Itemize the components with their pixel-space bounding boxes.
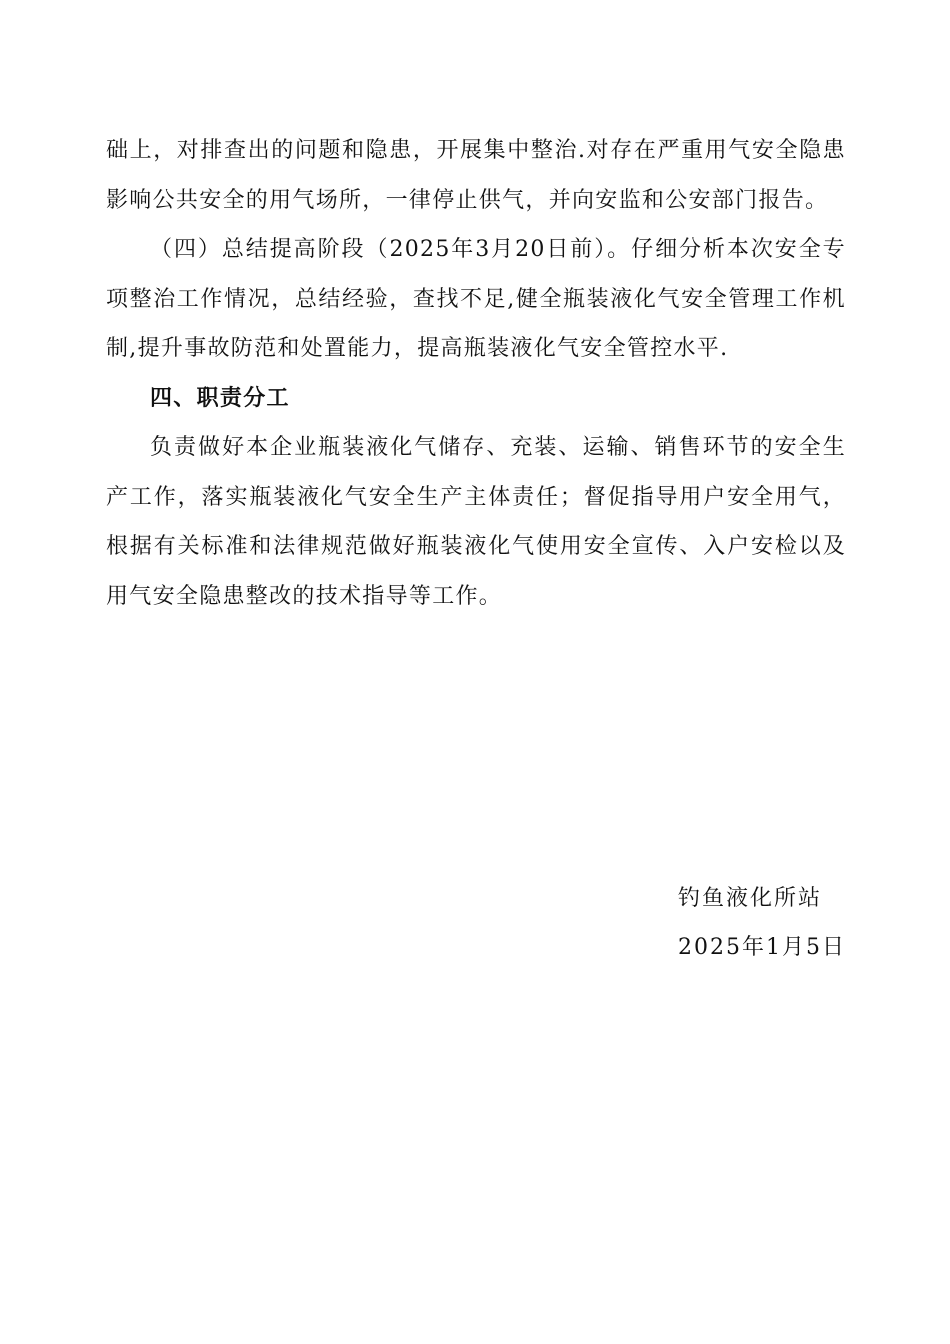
document-body — [106, 126, 846, 621]
paragraph-continuation: 础上，对排查出的问题和隐患，开展集中整治.对存在严重用气安全隐患影响公共安全的用气场所，一律停止供气，并向安监和公安部门报告。 — [106, 138, 846, 213]
section-heading-responsibilities: 四、职责分工 — [150, 384, 290, 411]
signature-block — [678, 874, 846, 972]
signature-date: 2025年1月5日 — [678, 935, 846, 960]
signature-organization: 钓鱼液化所站 — [678, 886, 823, 911]
paragraph-responsibilities: 负责做好本企业瓶装液化气储存、充装、运输、销售环节的安全生产工作，落实瓶装液化气安全生产主体责任；督促指导用户安全用气，根据有关标准和法律规范做好瓶装液化气使用安全宣传、入户安检以及用气安全隐患整改的技术指导等工作。 — [106, 435, 846, 609]
paragraph-summary-stage: （四）总结提高阶段（2025年3月20日前）。仔细分析本次安全专项整治工作情况，总结经验，查找不足,健全瓶装液化气安全管理工作机制,提升事故防范和处置能力，提高瓶装液化气安全管控水平. — [106, 237, 846, 361]
